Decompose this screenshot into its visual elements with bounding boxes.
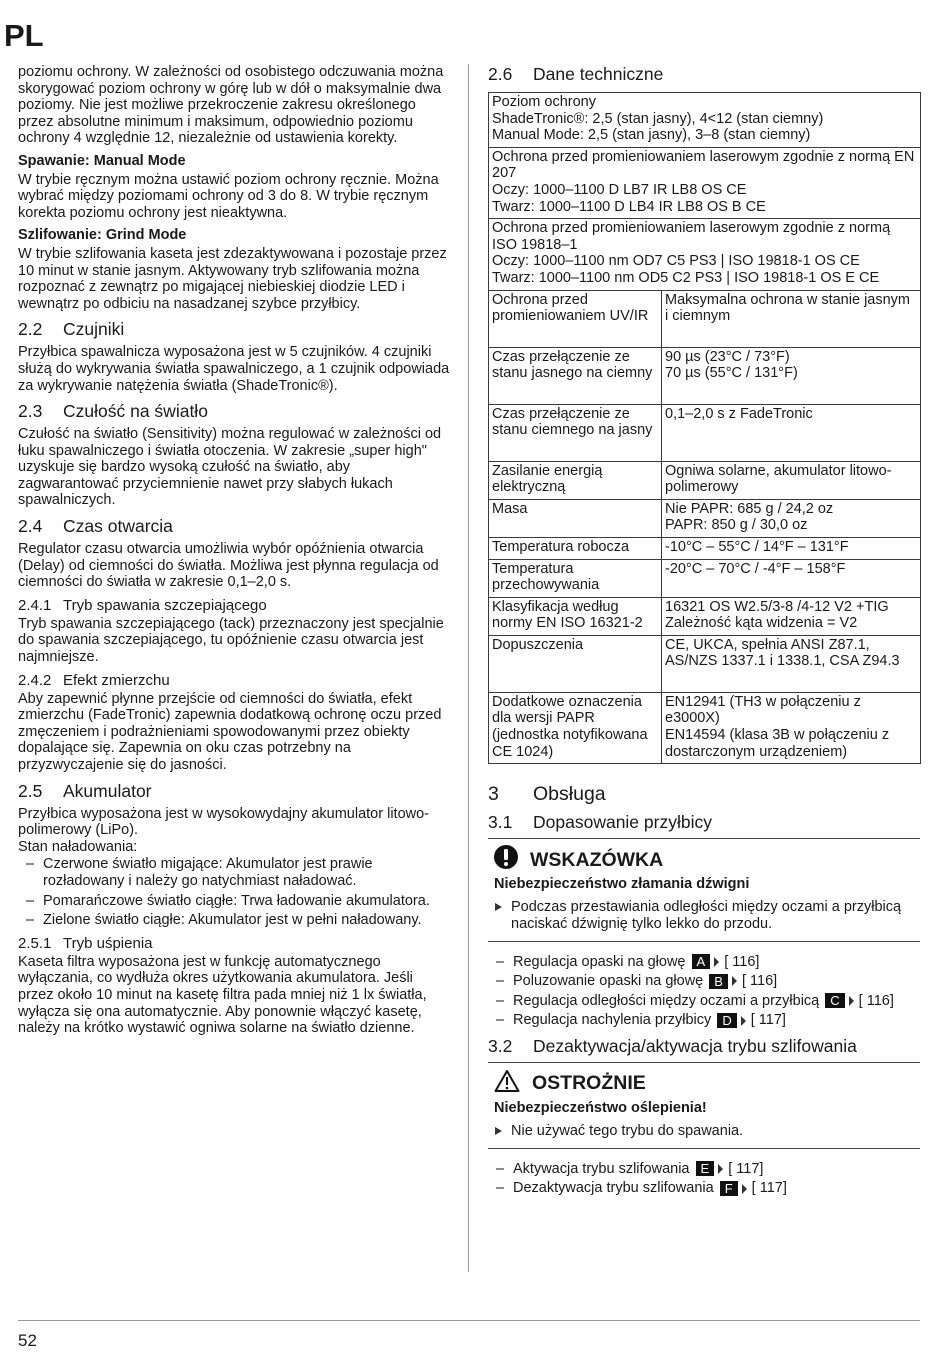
weld-mode-text: W trybie ręcznym można ustawić poziom ochrony ręcznie. Można wybrać między poziomami ochrony od 3 do 8. W trybie ręcznym korekta poziomu ochrony jest nieaktywna. (18, 171, 439, 221)
table-key-cell: Temperatura przechowywania (489, 559, 662, 597)
reference-arrow-icon (718, 1164, 723, 1174)
section-heading-2-4: 2.4 Czas otwarcia (18, 516, 173, 537)
charge-state-label: Stan naładowania: (18, 838, 138, 855)
list-item: – Dezaktywacja trybu szlifowania F [ 117] (488, 1180, 920, 1197)
warning-triangle-icon (494, 1069, 520, 1098)
table-row (489, 290, 921, 347)
section-heading-2-5: 2.5 Akumulator (18, 780, 152, 801)
section-heading-3: 3 Obsługa (488, 783, 606, 806)
list-item: – Zielone światło ciągłe: Akumulator jest w pełni naładowany. (18, 912, 450, 929)
weld-mode-subheading: Spawanie: Manual Mode (18, 152, 186, 169)
table-row (489, 692, 921, 763)
table-cell: Poziom ochrony ShadeTronic®: 2,5 (stan jasny), 4<12 (stan ciemny) Manual Mode: 2,5 (stan jasny), 3–8 (stan ciemny) (489, 93, 921, 148)
reference-arrow-icon (742, 1184, 747, 1194)
figure-badge: B (709, 974, 728, 989)
table-value-cell: -20°C – 70°C / -4°F – 158°F (662, 559, 921, 597)
section-heading-2-4-1: 2.4.1 Tryb spawania szczepiającego (18, 596, 267, 614)
figure-badge: A (692, 954, 711, 969)
table-value-cell: Maksymalna ochrona w stanie jasnym i ciemnym (662, 290, 921, 347)
table-row (489, 461, 921, 499)
technical-data-table (488, 92, 921, 764)
table-cell: Ochrona przed promieniowaniem laserowym zgodnie z normą EN 207 Oczy: 1000–1100 D LB7 IR LB8 OS CE Twarz: 1000–1100 D LB4 IR LB8 OS B CE (489, 147, 921, 218)
fade-effect-text: Aby zapewnić płynne przejście od ciemności do światła, efekt zmierzchu (FadeTronic) zapewnia dodatkową ochronę oczu przed zmęczeniem i podrażnieniami spowodowanymi przez obiekty dopalające się. Zapewnia on oku czas potrzebny na przyzwyczajenie się do jasności. (18, 690, 442, 773)
notice-box (488, 838, 920, 941)
grind-mode-list (488, 1161, 920, 1197)
section-heading-3-1: 3.1 Dopasowanie przyłbicy (488, 812, 712, 833)
notice-subtitle: Niebezpieczeństwo złamania dźwigni (494, 875, 750, 892)
page-number: 52 (18, 1331, 37, 1350)
battery-text: Przyłbica wyposażona jest w wysokowydajny akumulator litowo-polimerowy (LiPo). (18, 805, 429, 839)
table-row (489, 635, 921, 692)
table-value-cell: 90 µs (23°C / 73°F) 70 µs (55°C / 131°F) (662, 347, 921, 404)
caution-title: OSTROŻNIE (532, 1072, 646, 1095)
reference-arrow-icon (849, 996, 854, 1006)
section-heading-3-2: 3.2 Dezaktywacja/aktywacja trybu szlifowania (488, 1036, 857, 1056)
adjustment-list (488, 954, 920, 1029)
table-row (489, 597, 921, 635)
page-reference[interactable]: [ 117] (728, 1160, 764, 1177)
notice-instruction: Podczas przestawiania odległości między oczami a przyłbicą naciskać dźwignię tylko lekko do przodu. (494, 899, 914, 932)
tack-mode-text: Tryb spawania szczepiającego (tack) przeznaczony jest specjalnie do spawania szczepiającego, tu opóźnienie czasu otwarcia jest najmniejsze. (18, 615, 444, 666)
figure-badge: F (720, 1181, 738, 1196)
grind-mode-text: W trybie szlifowania kaseta jest zdezaktywowana i pozostaje przez 10 minut w stanie jasnym. Aktywowany tryb szlifowania można rozpoznać z zewnątrz po migającej niebieskiej diodzie LED i wewnątrz po odbiciu na nasadzanej szybce przyłbicy. (18, 245, 447, 312)
list-item: – Regulacja odległości między oczami a przyłbicą C [ 116] (488, 993, 920, 1010)
table-row (489, 147, 921, 218)
section-heading-2-5-1: 2.5.1 Tryb uśpienia (18, 934, 153, 952)
section-heading-2-2: 2.2 Czujniki (18, 319, 125, 340)
exclamation-icon (494, 845, 518, 874)
page-reference[interactable]: [ 116] (724, 953, 760, 970)
section-heading-2-3: 2.3 Czułość na światło (18, 401, 208, 422)
sensors-text: Przyłbica spawalnicza wyposażona jest w 5 czujników. 4 czujniki służą do wykrywania światła spawalniczego, a 1 czujnik odpowiada za wykrywanie natężenia światła (ShadeTronic®). (18, 344, 450, 394)
arrow-right-icon (495, 1127, 502, 1135)
list-item: – Aktywacja trybu szlifowania E [ 117] (488, 1161, 920, 1178)
sensitivity-text: Czułość na światło (Sensitivity) można regulować w zależności od łuku spawalniczego i światła otoczenia. W zakresie „super high" uzyskuje się bardzo wysoką czułość na światło, aby zagwarantować przyciemnienie nawet przy słabych łukach spawalniczych. (18, 426, 442, 509)
reference-arrow-icon (732, 976, 737, 986)
column-divider (468, 64, 469, 1272)
figure-badge: C (825, 993, 844, 1008)
table-value-cell: EN12941 (TH3 w połączeniu z e3000X) EN14594 (klasa 3B w połączeniu z dostarczonym urządzeniem) (662, 692, 921, 763)
left-column (18, 64, 450, 1037)
page-reference[interactable]: [ 117] (750, 1012, 786, 1029)
list-item: – Poluzowanie opaski na głowę B [ 116] (488, 973, 920, 990)
section-heading-2-4-2: 2.4.2 Efekt zmierzchu (18, 671, 170, 689)
table-row (489, 499, 921, 537)
table-key-cell: Klasyfikacja według normy EN ISO 16321-2 (489, 597, 662, 635)
figure-badge: D (717, 1013, 736, 1028)
table-key-cell: Zasilanie energią elektryczną (489, 461, 662, 499)
table-value-cell: CE, UKCA, spełnia ANSI Z87.1, AS/NZS 1337.1 i 1338.1, CSA Z94.3 (662, 635, 921, 692)
caution-box (488, 1062, 920, 1149)
caution-instruction: Nie używać tego trybu do spawania. (494, 1123, 914, 1140)
table-row (489, 219, 921, 290)
caution-subtitle: Niebezpieczeństwo oślepienia! (494, 1099, 707, 1116)
page-reference[interactable]: [ 116] (741, 973, 778, 990)
delay-text: Regulator czasu otwarcia umożliwia wybór opóźnienia otwarcia (Delay) od ciemności do światła. Możliwa jest płynna regulacja od ciemności do światła w zakresie 0,1–2,0 s. (18, 541, 439, 591)
table-value-cell: -10°C – 55°C / 14°F – 131°F (662, 537, 921, 559)
table-key-cell: Ochrona przed promieniowaniem UV/IR (489, 290, 662, 347)
table-key-cell: Dopuszczenia (489, 635, 662, 692)
list-item: – Regulacja opaski na głowę A [ 116] (488, 954, 920, 971)
page-reference[interactable]: [ 117] (751, 1180, 787, 1197)
table-row (489, 404, 921, 461)
table-value-cell: Nie PAPR: 685 g / 24,2 oz PAPR: 850 g / 30,0 oz (662, 499, 921, 537)
table-key-cell: Temperatura robocza (489, 537, 662, 559)
page-reference[interactable]: [ 116] (858, 992, 894, 1009)
notice-title: WSKAZÓWKA (530, 848, 664, 871)
charge-state-list (18, 856, 450, 928)
table-value-cell: Ogniwa solarne, akumulator litowo-polimerowy (662, 461, 921, 499)
table-row (489, 93, 921, 148)
grind-mode-subheading: Szlifowanie: Grind Mode (18, 227, 187, 244)
reference-arrow-icon (741, 1016, 746, 1026)
table-key-cell: Czas przełączenie ze stanu ciemnego na jasny (489, 404, 662, 461)
intro-paragraph: poziomu ochrony. W zależności od osobistego odczuwania można skorygować poziom ochrony w górę lub w dół o maksymalnie dwa poziomy. Nie jest możliwe przekroczenie zakresu określonego przez absolutne minimum i maksimum, odpowiednio poziomu ochrony 4 względnie 12, niezależnie od ustawienia korekty. (18, 64, 444, 147)
table-value-cell: 0,1–2,0 s z FadeTronic (662, 404, 921, 461)
sleep-mode-text: Kaseta filtra wyposażona jest w funkcję automatycznego wyłączania, co wydłuża okres użytkowania akumulatora. Jeśli przez około 10 minut na kasetę filtra pada mniej niż 1 lx światła, wyłącza się ona automatycznie. Aby ponownie włączyć kasetę, należy na krótko wystawić ogniwa solarne na światło dzienne. (18, 953, 427, 1037)
reference-arrow-icon (714, 957, 719, 967)
footer-divider (18, 1320, 920, 1321)
table-row (489, 537, 921, 559)
table-row (489, 559, 921, 597)
table-key-cell: Dodatkowe oznaczenia dla wersji PAPR (jednostka notyfikowana CE 1024) (489, 692, 662, 763)
table-key-cell: Masa (489, 499, 662, 537)
table-row (489, 347, 921, 404)
table-value-cell: 16321 OS W2.5/3-8 /4-12 V2 +TIG Zależność kąta widzenia = V2 (662, 597, 921, 635)
list-item: – Pomarańczowe światło ciągłe: Trwa ładowanie akumulatora. (18, 893, 450, 910)
list-item: – Czerwone światło migające: Akumulator jest prawie rozładowany i należy go natychmiast naładować. (18, 856, 450, 889)
list-item: – Regulacja nachylenia przyłbicy D [ 117] (488, 1012, 920, 1029)
language-code: PL (4, 18, 44, 53)
table-key-cell: Czas przełączenie ze stanu jasnego na ciemny (489, 347, 662, 404)
table-cell: Ochrona przed promieniowaniem laserowym zgodnie z normą ISO 19818–1 Oczy: 1000–1100 nm OD7 C5 PS3 | ISO 19818-1 OS CE Twarz: 1000–1100 nm OD5 C2 PS3 | ISO 19818-1 OS E CE (489, 219, 921, 290)
figure-badge: E (696, 1161, 715, 1176)
right-column (488, 64, 920, 1200)
section-heading-2-6: 2.6 Dane techniczne (488, 64, 664, 84)
arrow-right-icon (495, 903, 502, 911)
